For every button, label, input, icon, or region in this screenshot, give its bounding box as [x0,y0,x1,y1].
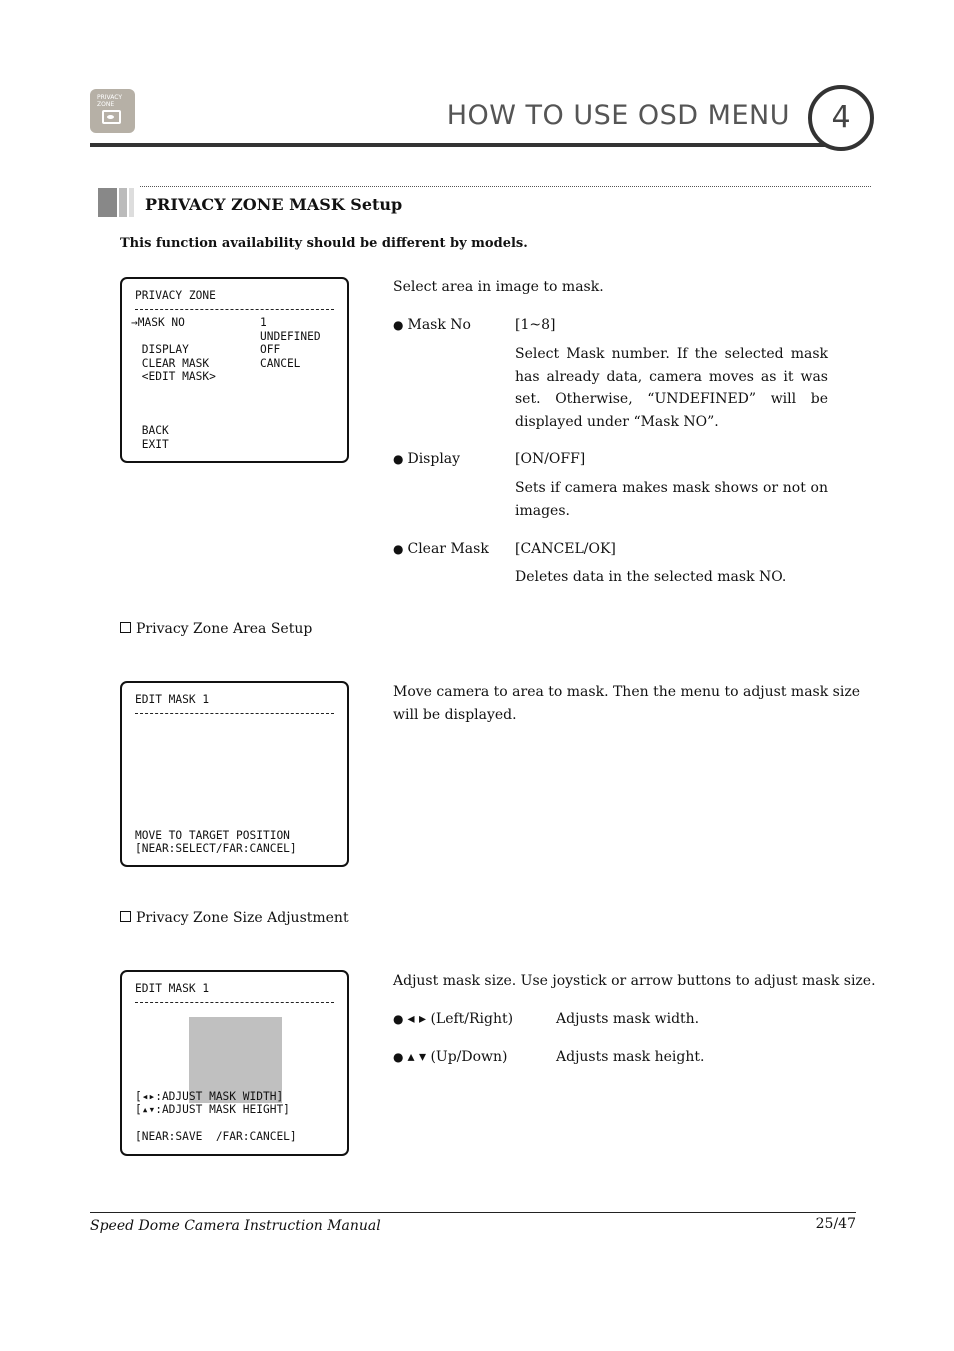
osd-edit-mask-position [120,681,349,867]
adjust-description: Adjusts mask height. [556,1049,705,1065]
item-name: ● Mask No [393,314,471,337]
page-number: 25/47 [815,1216,856,1232]
osd-row-value: 1 [260,316,267,329]
adjust-description: Adjusts mask width. [556,1011,700,1027]
footer-manual-title: Speed Dome Camera Instruction Manual [90,1218,381,1234]
chapter-badge [808,85,874,151]
osd-title: PRIVACY ZONE [135,289,216,302]
osd-row-value: OFF [260,343,281,356]
osd-divider [135,309,334,310]
page-header-title: HOW TO USE OSD MENU [446,100,790,131]
osd-line: [◂▸:ADJUST MASK WIDTH] [135,1090,284,1103]
area-setup-heading: Privacy Zone Area Setup [120,618,312,641]
camera-mask-icon [102,110,121,124]
item-name: ● Clear Mask [393,538,489,561]
osd-line: [NEAR:SELECT/FAR:CANCEL] [135,842,297,855]
osd-edit-mask-size [120,970,349,1156]
osd-line: [NEAR:SAVE /FAR:CANCEL] [135,1130,297,1143]
osd-divider [135,713,334,714]
availability-note: This function availability should be different by models. [120,236,528,251]
item-range: [ON/OFF] [515,451,586,467]
osd-row-label: DISPLAY [135,343,189,356]
section-bars-icon [98,188,138,217]
adjust-keys: ● ◂ ▸ (Left/Right) [393,1008,513,1031]
osd-row-value: UNDEFINED [260,330,321,343]
osd-back: BACK [135,424,169,437]
osd-row-label: CLEAR MASK [135,357,210,370]
section-dotted-rule [140,186,871,187]
item-range: [1~8] [515,317,556,333]
osd-row-value: CANCEL [260,357,301,370]
osd-line: MOVE TO TARGET POSITION [135,829,290,842]
footer-rule [90,1212,856,1213]
osd-privacy-zone-menu [120,277,349,463]
section-title: PRIVACY ZONE MASK Setup [145,195,403,214]
item-name: ● Display [393,448,460,471]
size-adjust-heading: Privacy Zone Size Adjustment [120,907,349,930]
osd-title: EDIT MASK 1 [135,982,210,995]
chapter-number: 4 [831,100,851,135]
item-description: Deletes data in the selected mask NO. [515,569,787,585]
header-rule [90,143,825,147]
osd-title: EDIT MASK 1 [135,693,210,706]
privacy-zone-logo [90,89,135,133]
item-description: Sets if camera makes mask shows or not on images. [515,480,828,519]
item-range: [CANCEL/OK] [515,541,616,557]
osd-row-label: <EDIT MASK> [135,370,216,383]
osd-exit: EXIT [135,438,169,451]
osd-line: [▴▾:ADJUST MASK HEIGHT] [135,1103,290,1116]
osd-row-label: →MASK NO [131,316,185,329]
area-setup-description: Move camera to area to mask. Then the menu to adjust mask size will be displayed. [393,684,860,723]
size-adjust-intro: Adjust mask size. Use joystick or arrow buttons to adjust mask size. [393,973,876,989]
adjust-keys: ● ▴ ▾ (Up/Down) [393,1046,508,1069]
item-description: Select Mask number. If the selected mask has already data, camera moves as it was set. Otherwise, “UNDEFINED” will be displayed under “Mask NO”. [515,346,828,430]
osd-divider [135,1002,334,1003]
logo-text: PRIVACY ZONE [97,94,123,108]
intro-text: Select area in image to mask. [393,279,604,295]
